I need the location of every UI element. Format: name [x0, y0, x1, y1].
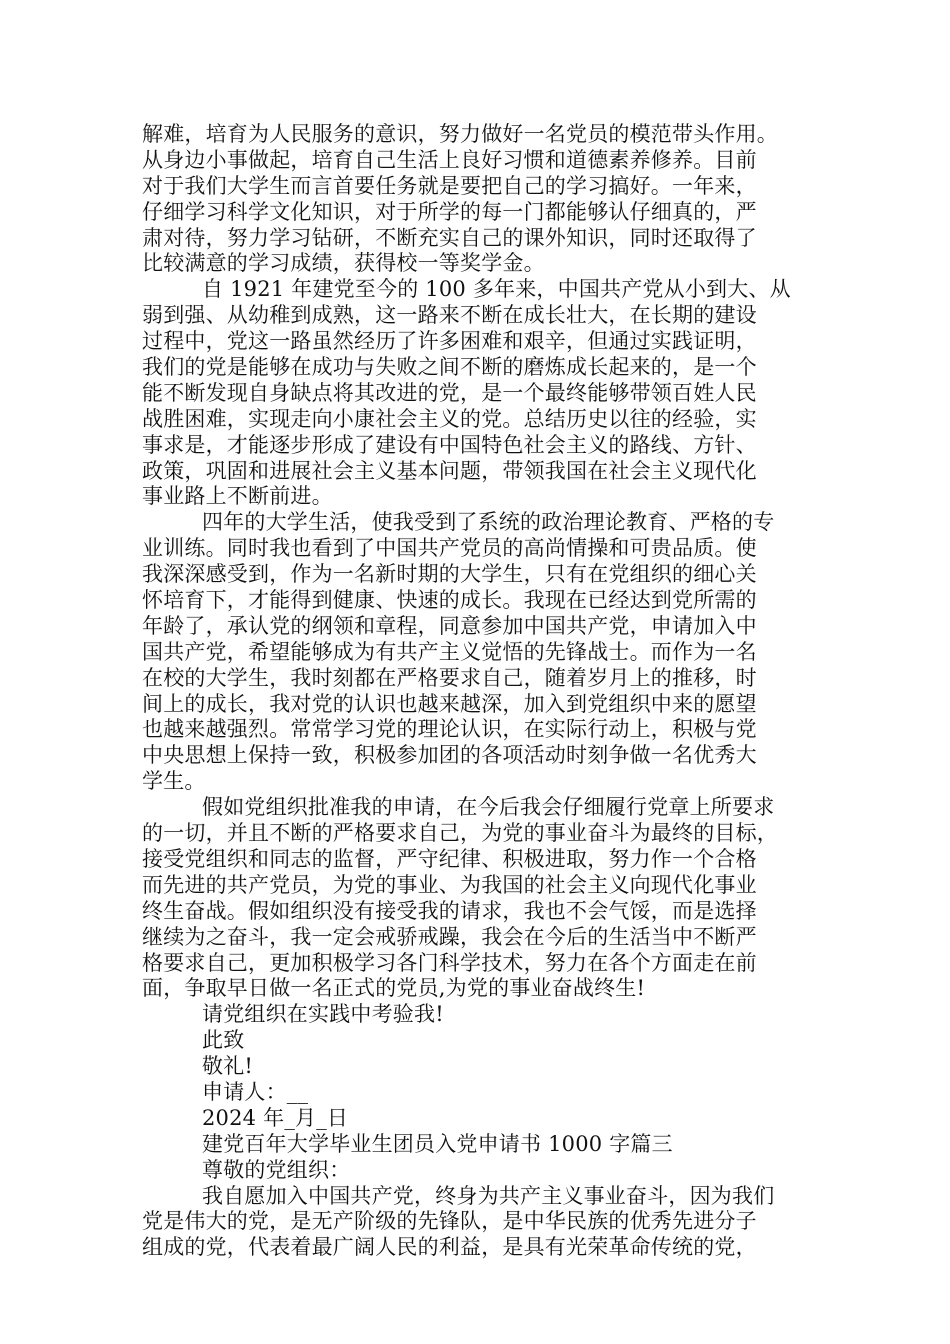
- text-line: 继续为之奋斗，我一定会戒骄戒躁，我会在今后的生活当中不断严: [142, 924, 757, 949]
- text-line: 也越来越强烈。常常学习党的理论认识，在实际行动上，积极与党: [142, 717, 757, 742]
- text-line: 建党百年大学毕业生团员入党申请书 1000 字篇三: [202, 1131, 673, 1156]
- text-line: 面，争取早日做一名正式的党员,为党的事业奋战终生!: [142, 976, 646, 1001]
- text-line: 2024 年_月_日: [202, 1105, 349, 1130]
- text-line: 间上的成长，我对党的认识也越来越深，加入到党组织中来的愿望: [142, 691, 757, 716]
- text-line: 在校的大学生，我时刻都在严格要求自己，随着岁月上的推移，时: [142, 665, 757, 690]
- text-line: 格要求自己，更加积极学习各门科学技术，努力在各个方面走在前: [142, 950, 757, 975]
- text-line: 尊敬的党组织：: [202, 1157, 351, 1182]
- text-line: 战胜困难，实现走向小康社会主义的党。总结历史以往的经验，实: [142, 406, 757, 431]
- text-line: 终生奋战。假如组织没有接受我的请求，我也不会气馁，而是选择: [142, 898, 757, 923]
- text-line: 对于我们大学生而言首要任务就是要把自己的学习搞好。一年来，: [142, 173, 757, 198]
- text-line: 解难，培育为人民服务的意识，努力做好一名党员的模范带头作用。: [142, 122, 778, 146]
- text-line: 中央思想上保持一致，积极参加团的各项活动时刻争做一名优秀大: [142, 743, 757, 768]
- text-line: 假如党组织批准我的申请，在今后我会仔细履行党章上所要求: [202, 795, 775, 820]
- text-line: 弱到强、从幼稚到成熟，这一路来不断在成长壮大，在长期的建设: [142, 303, 757, 328]
- text-line: 敬礼!: [202, 1054, 254, 1079]
- text-line: 我深深感受到，作为一名新时期的大学生，只有在党组织的细心关: [142, 562, 757, 587]
- text-line: 自 1921 年建党至今的 100 多年来，中国共产党从小到大、从: [202, 277, 791, 302]
- text-line: 而先进的共产党员，为党的事业、为我国的社会主义向现代化事业: [142, 872, 757, 897]
- document-body: [142, 122, 822, 1261]
- text-line: 过程中，党这一路虽然经历了许多困难和艰辛，但通过实践证明，: [142, 329, 757, 354]
- text-line: 此致: [202, 1028, 245, 1053]
- text-line: 申请人：__: [202, 1079, 309, 1104]
- text-line: 四年的大学生活，使我受到了系统的政治理论教育、严格的专: [202, 510, 775, 535]
- text-line: 从身边小事做起，培育自己生活上良好习惯和道德素养修养。目前: [142, 147, 757, 172]
- text-line: 业训练。同时我也看到了中国共产党员的高尚情操和可贵品质。使: [142, 536, 757, 561]
- text-line: 事业路上不断前进。: [142, 484, 333, 509]
- text-line: 我自愿加入中国共产党，终身为共产主义事业奋斗，因为我们: [202, 1183, 775, 1208]
- text-line: 肃对待，努力学习钻研，不断充实自己的课外知识，同时还取得了: [142, 225, 757, 250]
- text-line: 接受党组织和同志的监督，严守纪律、积极进取，努力作一个合格: [142, 846, 757, 871]
- text-line: 政策，巩固和进展社会主义基本问题，带领我国在社会主义现代化: [142, 458, 757, 483]
- text-line: 能不断发现自身缺点将其改进的党，是一个最终能够带领百姓人民: [142, 380, 757, 405]
- text-line: 的一切，并且不断的严格要求自己，为党的事业奋斗为最终的目标，: [142, 821, 778, 846]
- text-line: 组成的党，代表着最广阔人民的利益，是具有光荣革命传统的党，: [142, 1235, 757, 1260]
- text-line: 学生。: [142, 769, 206, 794]
- text-line: 国共产党，希望能够成为有共产主义觉悟的先锋战士。而作为一名: [142, 639, 757, 664]
- text-line: 请党组织在实践中考验我!: [202, 1002, 444, 1027]
- text-line: 我们的党是能够在成功与失败之间不断的磨炼成长起来的，是一个: [142, 355, 757, 380]
- text-line: 党是伟大的党，是无产阶级的先锋队，是中华民族的优秀先进分子: [142, 1209, 757, 1234]
- text-line: 年龄了，承认党的纲领和章程，同意参加中国共产党，申请加入中: [142, 613, 757, 638]
- text-line: 比较满意的学习成绩，获得校一等奖学金。: [142, 251, 545, 276]
- text-line: 怀培育下，才能得到健康、快速的成长。我现在已经达到党所需的: [142, 588, 757, 613]
- text-line: 事求是，才能逐步形成了建设有中国特色社会主义的路线、方针、: [142, 432, 757, 457]
- text-line: 仔细学习科学文化知识，对于所学的每一门都能够认仔细真的，严: [142, 199, 757, 224]
